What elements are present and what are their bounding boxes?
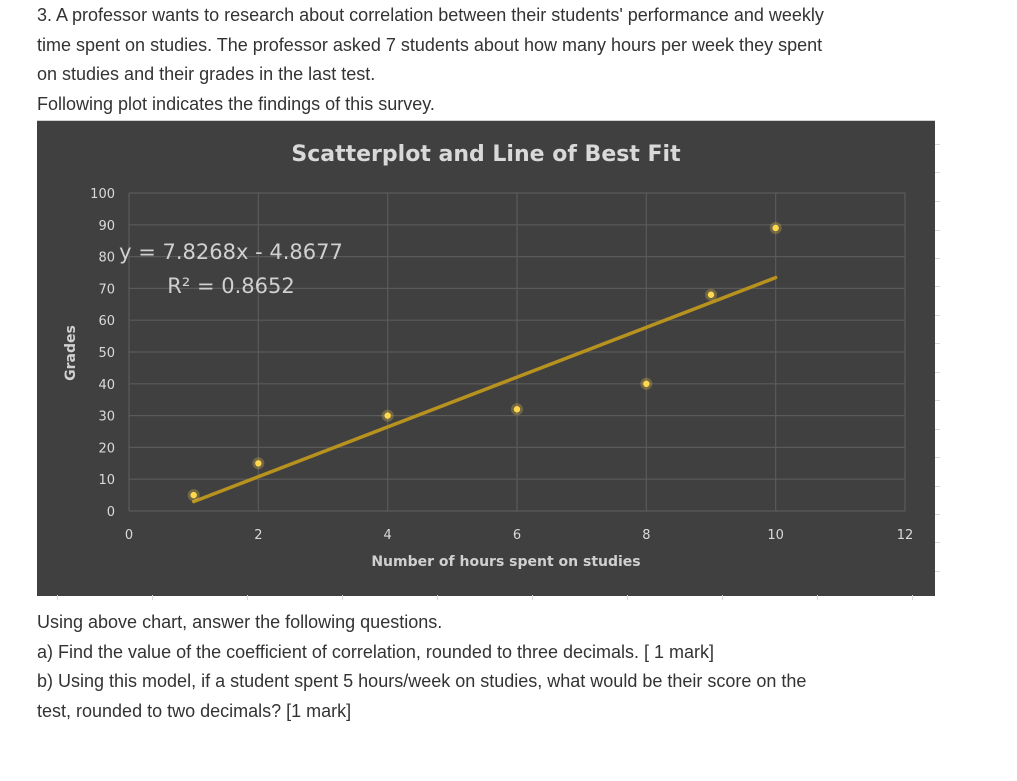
y-axis-ticks <box>90 187 115 520</box>
data-point <box>772 225 778 231</box>
trendline-equation: y = 7.8268x - 4.8677 <box>119 240 343 264</box>
y-tick-label: 50 <box>98 346 115 361</box>
intro-line: Following plot indicates the findings of this survey. <box>37 93 435 114</box>
x-tick-label: 8 <box>642 528 651 543</box>
y-tick-label: 70 <box>98 282 115 298</box>
y-tick-label: 40 <box>98 377 115 393</box>
question-line: test, rounded to two decimals? [1 mark] <box>37 700 352 721</box>
x-tick-label: 12 <box>896 528 914 543</box>
y-axis-label: Grades <box>63 325 79 381</box>
x-tick-label: 10 <box>767 528 784 543</box>
intro-line: on studies and their grades in the last test. <box>37 64 376 84</box>
y-tick-label: 90 <box>98 218 115 234</box>
data-point <box>514 406 520 412</box>
y-tick-label: 10 <box>98 473 115 489</box>
x-axis-label: Number of hours spent on studies <box>371 554 641 570</box>
question-line: Using above chart, answer the following questions. <box>37 612 443 632</box>
spreadsheet-row-marks <box>935 120 943 600</box>
x-axis-ticks <box>125 528 913 543</box>
x-tick-label: 0 <box>124 528 134 543</box>
y-tick-label: 30 <box>98 409 115 425</box>
trendline <box>194 278 776 502</box>
chart-title: Scatterplot and Line of Best Fit <box>291 142 681 167</box>
x-tick-label: 2 <box>254 528 263 543</box>
x-tick-label: 4 <box>383 528 392 543</box>
x-tick-label: 6 <box>512 528 522 543</box>
data-point <box>708 292 714 298</box>
y-tick-label: 0 <box>106 505 115 520</box>
scatter-chart <box>37 120 935 596</box>
question-intro <box>37 1 957 119</box>
y-tick-label: 80 <box>98 250 115 266</box>
question-prompts <box>37 608 957 726</box>
data-point <box>190 492 196 498</box>
data-point <box>255 460 261 466</box>
intro-line: 3. A professor wants to research about correlation between their students' performance and weekly <box>37 5 824 25</box>
r-squared-label: R² = 0.8652 <box>167 274 295 298</box>
y-tick-label: 100 <box>90 187 115 202</box>
intro-line: time spent on studies. The professor asked 7 students about how many hours per week they spent <box>37 34 823 55</box>
spreadsheet-column-marks <box>37 595 935 603</box>
chart-canvas <box>37 121 935 596</box>
question-line: a) Find the value of the coefficient of correlation, rounded to three decimals. [ 1 mark] <box>37 641 715 662</box>
question-line: b) Using this model, if a student spent 5 hours/week on studies, what would be their score on the <box>37 671 807 691</box>
data-point <box>643 381 649 387</box>
y-tick-label: 20 <box>98 441 115 457</box>
y-tick-label: 60 <box>98 314 115 330</box>
data-point <box>384 412 390 418</box>
